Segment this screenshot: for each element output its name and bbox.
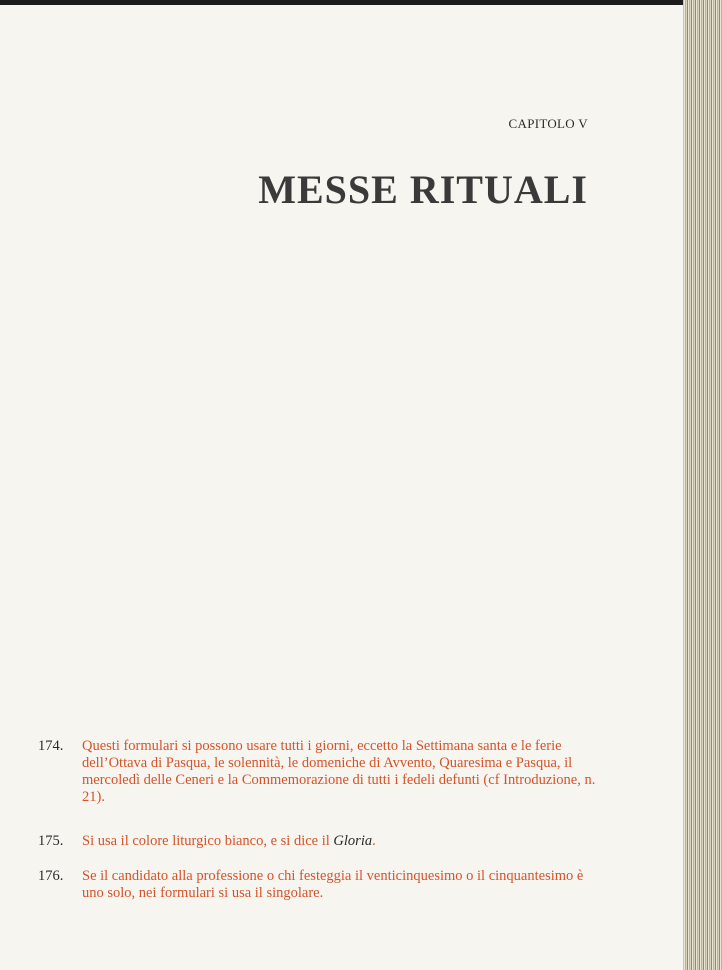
paragraph-number: 174. <box>38 738 64 754</box>
chapter-label: CAPITOLO V <box>508 116 588 131</box>
paragraph-text-end: . <box>372 833 376 849</box>
paragraph-number: 176. <box>38 868 64 884</box>
book-page-edges <box>683 0 722 970</box>
gloria-term: Gloria <box>333 833 373 849</box>
paragraph-number: 175. <box>38 833 64 849</box>
paragraph-text-main: Si usa il colore liturgico bianco, e si dice il <box>82 833 330 849</box>
paragraph-174 <box>38 738 608 806</box>
page-top-edge <box>0 0 722 5</box>
paragraph-175 <box>38 833 608 850</box>
chapter-title: MESSE RITUALI <box>258 167 588 212</box>
paragraph-text <box>82 833 608 850</box>
paragraph-text: Questi formulari si possono usare tutti i giorni, eccetto la Settimana santa e le ferie dell’Ottava di Pasqua, le solennità, le domeniche di Avvento, Quaresima e Pasqua, il mercoledì delle Ceneri e la Commemorazione di tutti i fedeli defunti (cf Introduzione, n. 21). <box>82 738 596 805</box>
paragraph-text: Se il candidato alla professione o chi festeggia il venticinquesimo o il cinquantesimo è uno solo, nei formulari si usa il singolare. <box>82 868 584 901</box>
paragraph-176 <box>38 868 608 902</box>
